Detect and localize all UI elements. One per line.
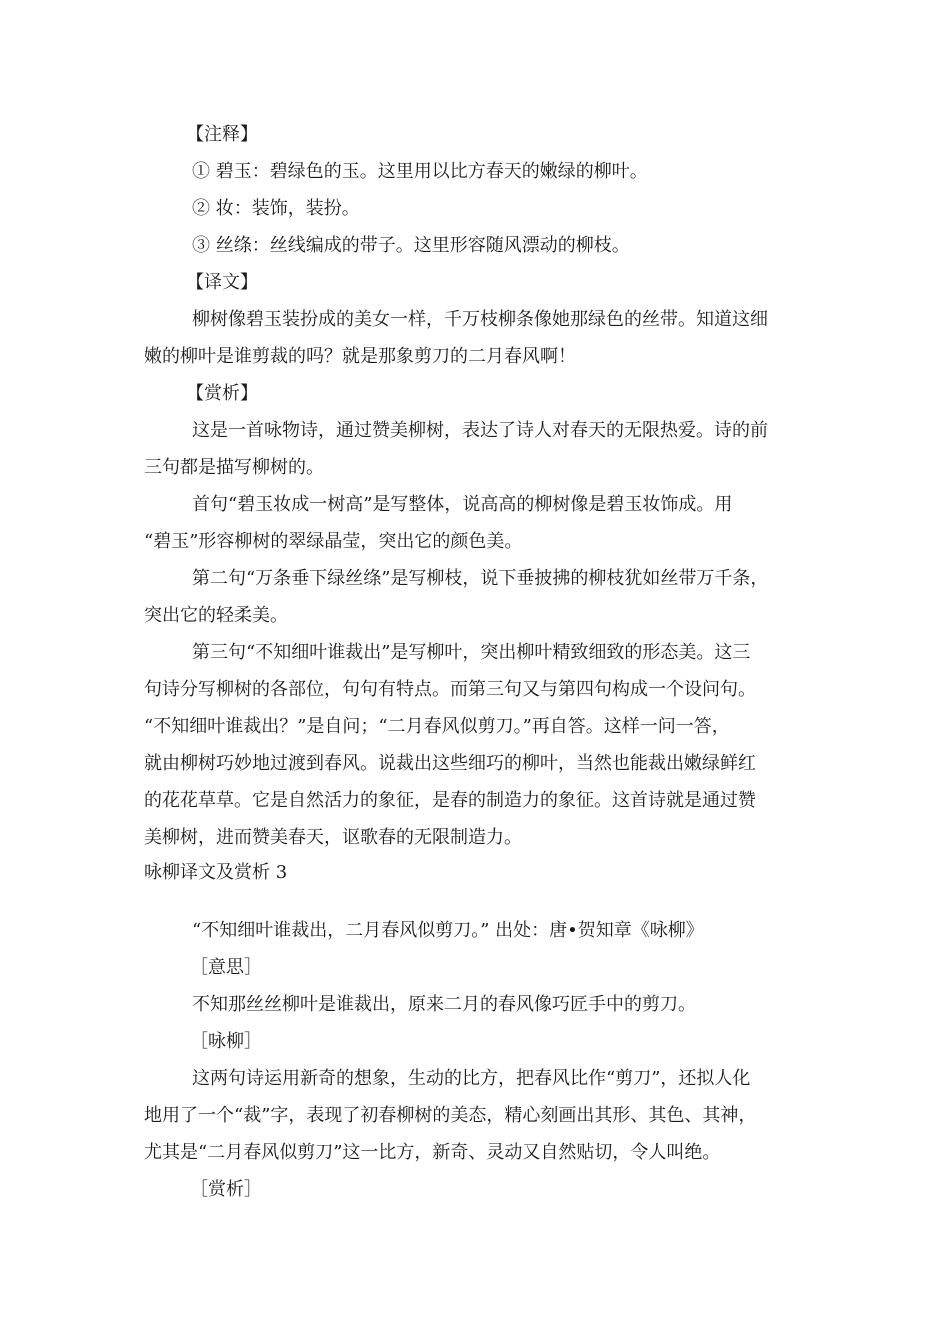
note-1: ① 碧玉：碧绿色的玉。这里用以比方春天的嫩绿的柳叶。 bbox=[192, 161, 648, 182]
paragraph-line: 突出它的轻柔美。 bbox=[144, 605, 288, 626]
note-2: ② 妆：装饰，装扮。 bbox=[192, 198, 360, 219]
paragraph-line: 尤其是“二月春风似剪刀”这一比方，新奇、灵动又自然贴切，令人叫绝。 bbox=[144, 1142, 721, 1163]
paragraph-line: 地用了一个“裁”字，表现了初春柳树的美态，精心刻画出其形、其色、其神， bbox=[144, 1105, 757, 1126]
heading-appreciation: 【赏析】 bbox=[186, 383, 258, 404]
paragraph-line: 柳树像碧玉装扮成的美女一样，千万枝柳条像她那绿色的丝带。知道这细 bbox=[192, 309, 768, 330]
paragraph-line: “碧玉”形容柳树的翠绿晶莹，突出它的颜色美。 bbox=[144, 531, 523, 552]
paragraph-line: 嫩的柳叶是谁剪裁的吗？就是那象剪刀的二月春风啊！ bbox=[144, 346, 576, 367]
note-3: ③ 丝绦：丝线编成的带子。这里形容随风漂动的柳枝。 bbox=[192, 235, 630, 256]
paragraph-line: 不知那丝丝柳叶是谁裁出，原来二月的春风像巧匠手中的剪刀。 bbox=[192, 994, 696, 1015]
paragraph-line: 首句“碧玉妆成一树高”是写整体，说高高的柳树像是碧玉妆饰成。用 bbox=[192, 494, 733, 515]
paragraph-line: “不知细叶谁裁出？”是自问；“二月春风似剪刀。”再自答。这样一问一答， bbox=[144, 716, 730, 737]
quote-line: “不知细叶谁裁出，二月春风似剪刀。” 出处：唐•贺知章《咏柳》 bbox=[192, 920, 704, 941]
heading-notes: 【注释】 bbox=[186, 124, 258, 145]
paragraph-line: 的花花草草。它是自然活力的象征，是春的制造力的象征。这首诗就是通过赞 bbox=[144, 790, 756, 811]
paragraph-line: 句诗分写柳树的各部位，句句有特点。而第三句又与第四句构成一个设问句。 bbox=[144, 679, 756, 700]
heading-meaning: ［意思］ bbox=[190, 957, 262, 978]
paragraph-line: 这两句诗运用新奇的想象，生动的比方，把春风比作“剪刀”，还拟人化 bbox=[192, 1068, 751, 1089]
paragraph-line: 第三句“不知细叶谁裁出”是写柳叶，突出柳叶精致细致的形态美。这三 bbox=[192, 642, 751, 663]
paragraph-line: 美柳树，进而赞美春天，讴歌春的无限制造力。 bbox=[144, 827, 522, 848]
paragraph-line: 三句都是描写柳树的。 bbox=[144, 457, 324, 478]
paragraph-line: 第二句“万条垂下绿丝绦”是写柳枝，说下垂披拂的柳枝犹如丝带万千条， bbox=[192, 568, 769, 589]
heading-yongliu: ［咏柳］ bbox=[190, 1031, 262, 1052]
paragraph-line: 就由柳树巧妙地过渡到春风。说裁出这些细巧的柳叶，当然也能裁出嫩绿鲜红 bbox=[144, 753, 756, 774]
paragraph-line: 这是一首咏物诗，通过赞美柳树，表达了诗人对春天的无限热爱。诗的前 bbox=[192, 420, 768, 441]
heading-appreciation-2: ［赏析］ bbox=[190, 1179, 262, 1200]
heading-translation: 【译文】 bbox=[186, 272, 258, 293]
section-title: 咏柳译文及赏析 3 bbox=[144, 862, 288, 883]
